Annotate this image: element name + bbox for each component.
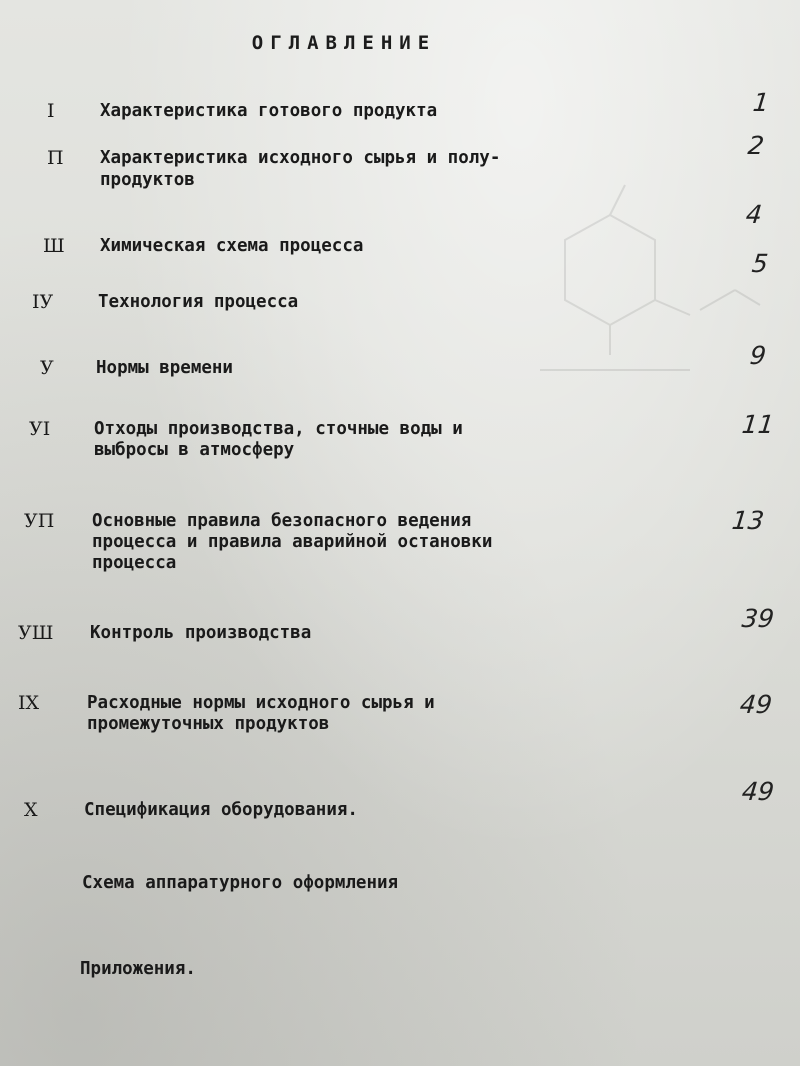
entry-numeral: Ш	[43, 235, 65, 257]
entry-numeral: IX	[18, 692, 40, 714]
entry-text-line: процесса и правила аварийной остановки	[92, 532, 493, 552]
entry-numeral: УI	[29, 418, 51, 440]
entry-text-line: Отходы производства, сточные воды и	[94, 419, 463, 439]
entry-text-line: выбросы в атмосферу	[94, 440, 295, 460]
entry-text-line: Технология процесса	[98, 292, 299, 312]
entry-text-line: продуктов	[100, 170, 195, 190]
page-title: ОГЛАВЛЕНИЕ	[251, 32, 437, 54]
entry-text-line: Расходные нормы исходного сырья и	[87, 693, 435, 713]
entry-numeral: I	[47, 100, 55, 122]
page-number: 1	[751, 88, 771, 117]
page-number: 5	[750, 249, 770, 278]
entry-text-line: Основные правила безопасного ведения	[92, 511, 472, 531]
entry-text-line: Приложения.	[80, 959, 196, 979]
entry-text-line: Характеристика исходного сырья и полу-	[100, 148, 501, 168]
page-number: 49	[740, 777, 776, 806]
entry-text-line: процесса	[92, 553, 177, 573]
entry-numeral: УП	[24, 510, 55, 532]
page-number: 49	[738, 690, 774, 719]
entry-numeral: П	[47, 147, 64, 169]
entry-text-line: Химическая схема процесса	[100, 236, 364, 256]
page-number: 11	[740, 410, 776, 439]
page-number: 9	[748, 341, 768, 370]
page-number: 13	[730, 506, 766, 535]
page-number: 39	[740, 604, 776, 633]
entry-numeral: IУ	[32, 291, 54, 313]
page-number: 4	[744, 200, 764, 229]
entry-text-line: Нормы времени	[96, 358, 233, 378]
entry-text-line: Схема аппаратурного оформления	[82, 873, 399, 893]
entry-text-line: промежуточных продуктов	[87, 714, 330, 734]
page-number: 2	[746, 131, 766, 160]
entry-text-line: Характеристика готового продукта	[100, 101, 438, 121]
entry-numeral: У	[40, 357, 54, 379]
entry-text-line: Спецификация оборудования.	[84, 800, 358, 820]
entry-numeral: УШ	[18, 622, 54, 644]
entry-text-line: Контроль производства	[90, 623, 312, 643]
entry-numeral: X	[24, 799, 38, 821]
